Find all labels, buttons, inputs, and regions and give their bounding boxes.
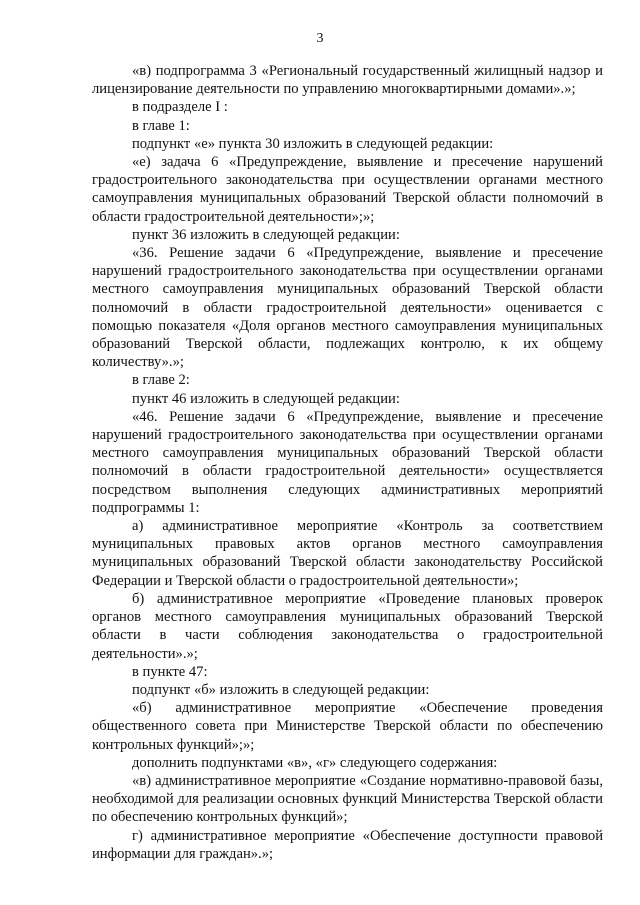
paragraph-chapter-1: в главе 1: xyxy=(132,117,190,134)
paragraph-subsection-1: в подразделе I : xyxy=(132,99,228,116)
page-number: 3 xyxy=(316,31,324,46)
paragraph-item-47: в пункте 47: xyxy=(132,663,208,680)
paragraph-item-46-intro: пункт 46 изложить в следующей редакции: xyxy=(132,390,400,407)
paragraph-measure-a: а) административное мероприятие «Контроль за соответствием муниципальных правовых актов органов местного самоуправления муниципальных образований Тверской области законодательству Российской Федерации и Тверской области о градостроительной деятельности»; xyxy=(92,518,603,589)
paragraph-subitem-v: «в) административное мероприятие «Создание нормативно-правовой базы, необходимой для реализации основных функций Министерства Тверской области по обеспечению контрольных функций»; xyxy=(92,772,603,826)
paragraph-item-36-text: «36. Решение задачи 6 «Предупреждение, выявление и пресечение нарушений градостроительного законодательства при осуществлении органами местного самоуправления муниципальных образований Тверской области полномочий в области градостроительной деятельности» оценивается с помощью показателя «Доля органов местного самоуправления муниципальных образований Тверской области, подлежащих контролю, к их общему количеству».»; xyxy=(92,245,603,371)
paragraph-item-36-intro: пункт 36 изложить в следующей редакции: xyxy=(132,226,400,243)
paragraph-subitem-b-text: «б) административное мероприятие «Обеспечение проведения общественного совета при Министерстве Тверской области по обеспечению контрольных функций»;»; xyxy=(92,700,603,753)
paragraph-subitem-g: г) административное мероприятие «Обеспечение доступности правовой информации для граждан».»; xyxy=(92,827,603,862)
paragraph-add-subitems: дополнить подпунктами «в», «г» следующего содержания: xyxy=(132,754,498,771)
paragraph-chapter-2: в главе 2: xyxy=(132,372,190,389)
paragraph-subprogram-3: «в) подпрограмма 3 «Региональный государственный жилищный надзор и лицензирование деятельности по управлению многоквартирными домами».»; xyxy=(92,63,603,98)
paragraph-subitem-b-intro: подпункт «б» изложить в следующей редакции: xyxy=(132,681,430,698)
paragraph-subitem-e-text: «е) задача 6 «Предупреждение, выявление и пресечение нарушений градостроительного законодательства при осуществлении органами местного самоуправления муниципальных образований Тверской области полномочий в области градостроительной деятельности»;»; xyxy=(92,154,603,225)
paragraph-measure-b: б) административное мероприятие «Проведение плановых проверок органов местного самоуправления муниципальных образований Тверской области в части соблюдения законодательства о градостроительной деятельности».»; xyxy=(92,590,603,662)
document-body xyxy=(92,62,603,863)
paragraph-subitem-e-intro: подпункт «е» пункта 30 изложить в следующей редакции: xyxy=(132,135,494,152)
paragraph-item-46-text: «46. Решение задачи 6 «Предупреждение, выявление и пресечение нарушений градостроительного законодательства при осуществлении органами местного самоуправления муниципальных образований Тверской области полномочий в области градостроительной деятельности» осуществляется посредством выполнения следующих административных мероприятий подпрограммы 1: xyxy=(92,408,603,516)
